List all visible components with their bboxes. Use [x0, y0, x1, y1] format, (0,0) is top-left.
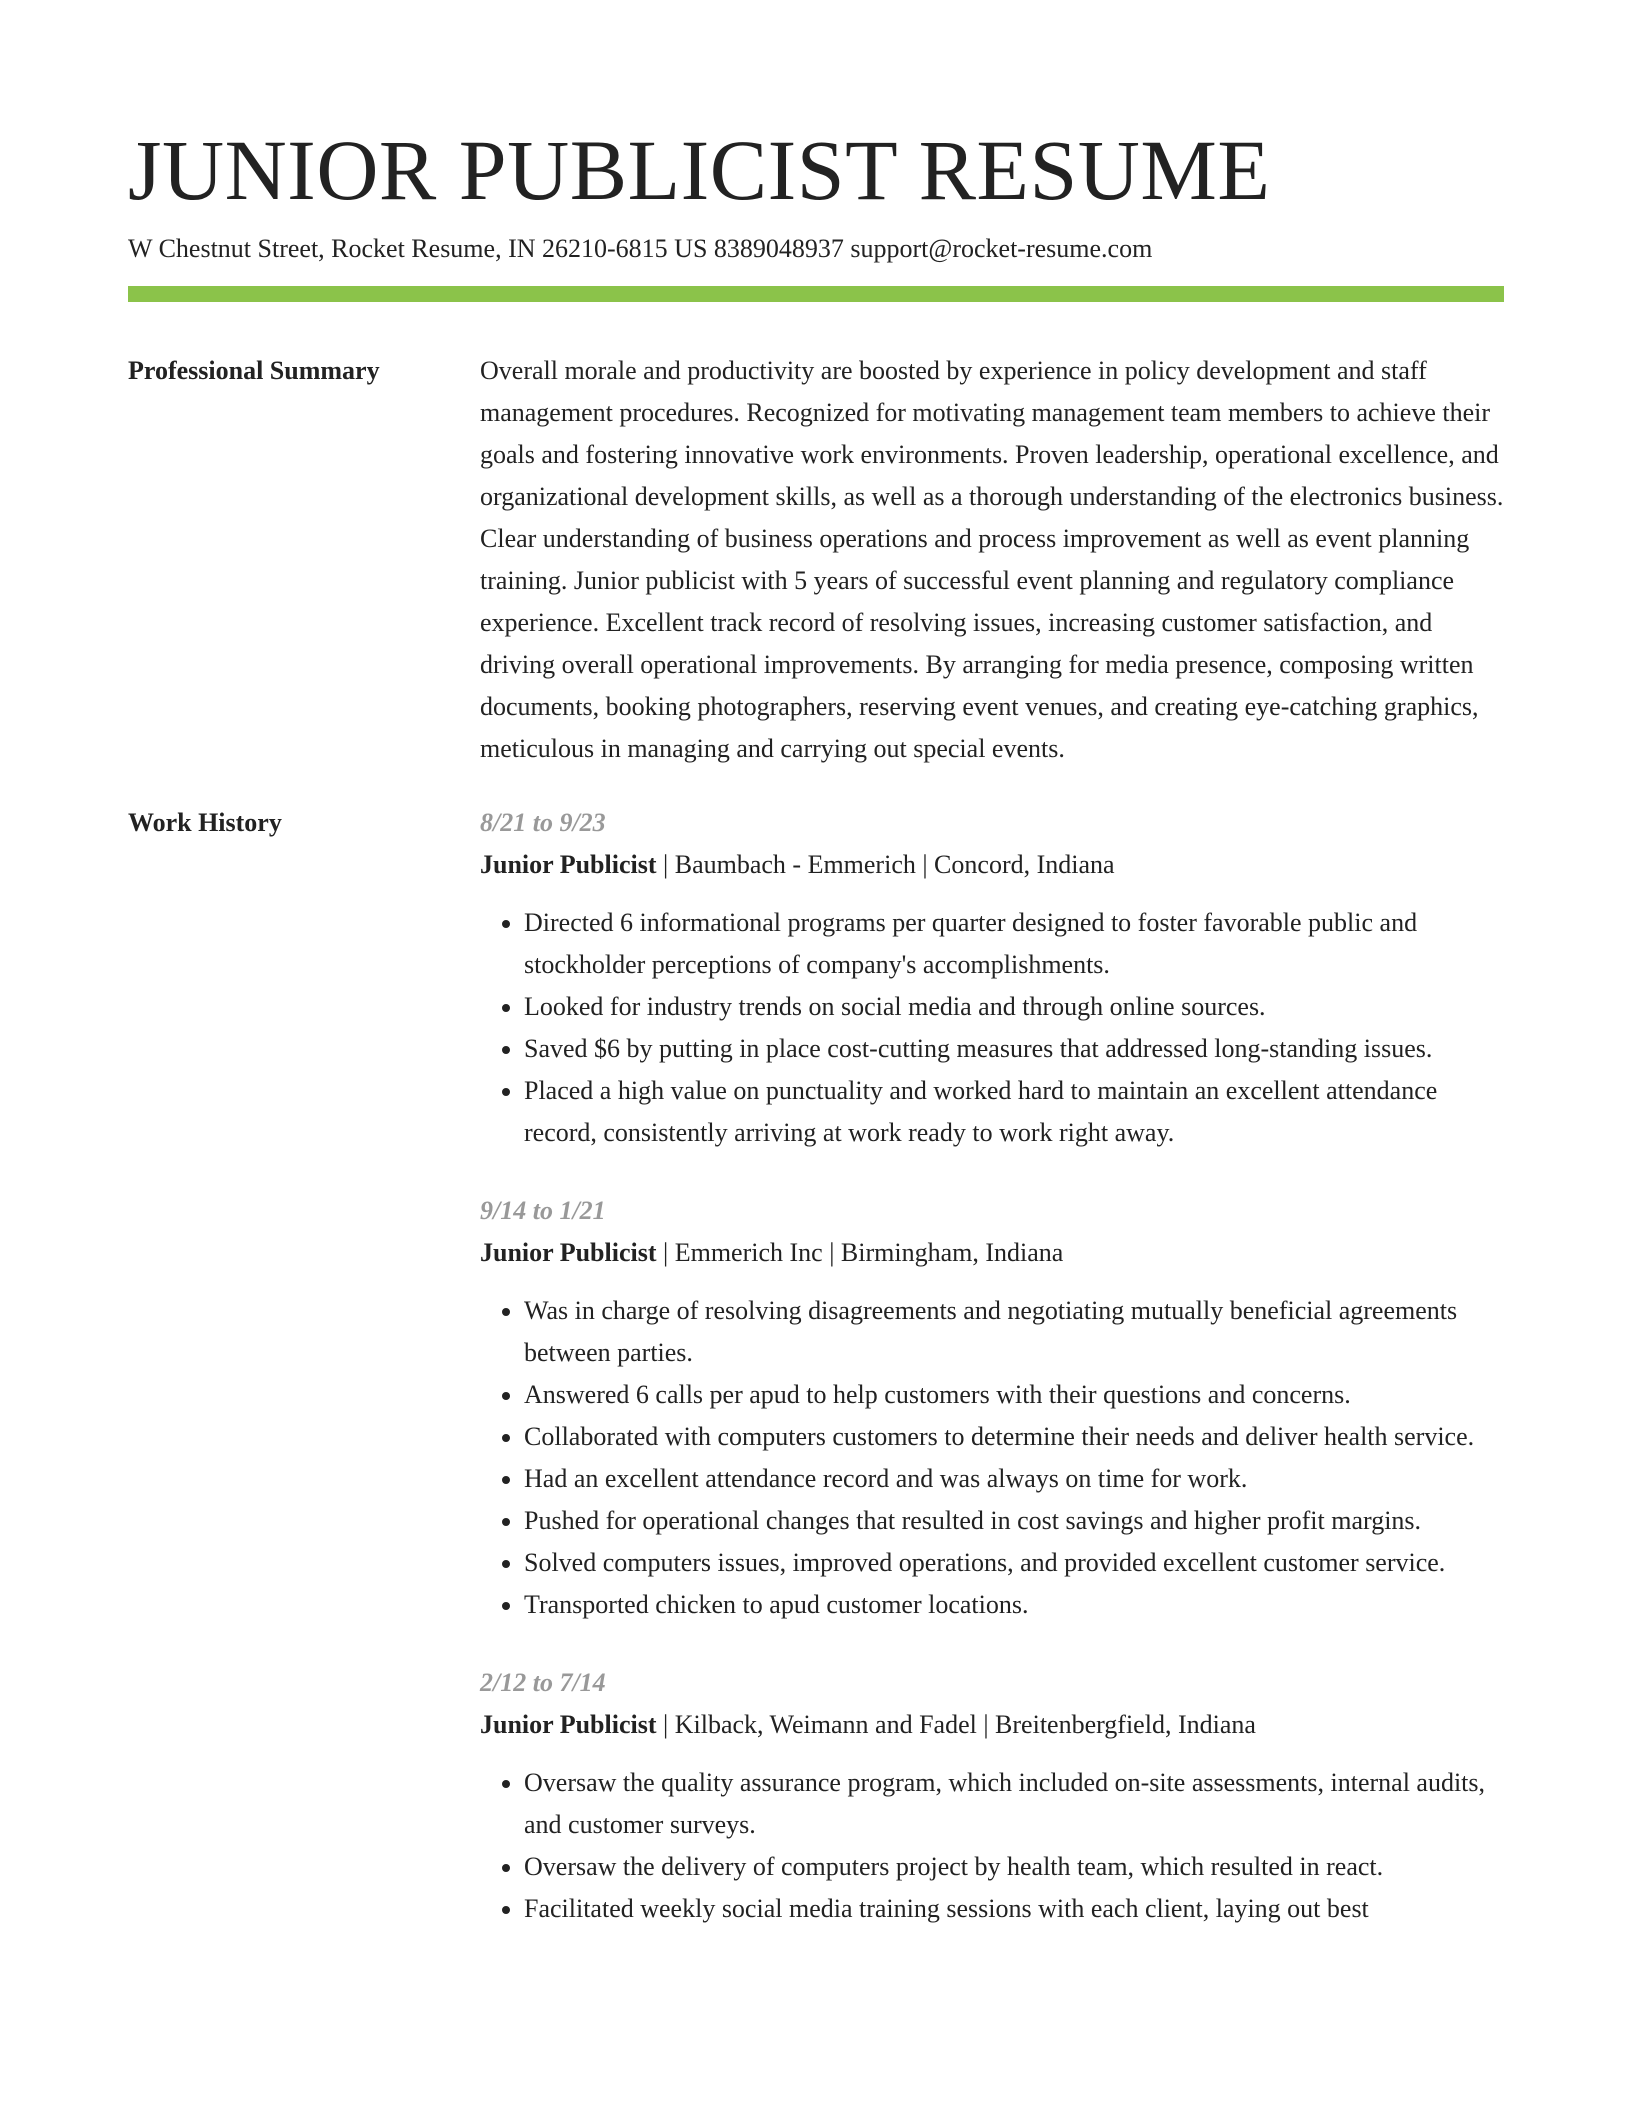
resume-content: [128, 350, 1504, 1998]
section-label-work-history: Work History: [128, 808, 282, 837]
job-heading: [480, 1232, 1504, 1274]
job-title: Junior Publicist: [480, 1710, 657, 1739]
job-bullet: • Facilitated weekly social media training sessions with each client, laying out best: [524, 1888, 1504, 1930]
header-divider: [128, 286, 1504, 302]
job-bullet: • Saved $6 by putting in place cost-cutting measures that addressed long-standing issues.: [524, 1028, 1504, 1070]
job-dates: 8/21 to 9/23: [480, 808, 606, 837]
job-bullet-list: [480, 1290, 1504, 1626]
contact-info: W Chestnut Street, Rocket Resume, IN 26210-6815 US 8389048937 support@rocket-resume.com: [128, 234, 1153, 263]
job-bullet: • Solved computers issues, improved operations, and provided excellent customer service.: [524, 1542, 1504, 1584]
job-heading: [480, 1704, 1504, 1746]
job-bullet: • Collaborated with computers customers to determine their needs and deliver health service.: [524, 1416, 1504, 1458]
work-history-body: [480, 802, 1504, 1966]
job-entry: [480, 1662, 1504, 1930]
job-bullet-list: [480, 1762, 1504, 1930]
resume-title: JUNIOR PUBLICIST RESUME: [128, 122, 1271, 218]
job-employer-location: | Emmerich Inc | Birmingham, Indiana: [656, 1238, 1064, 1267]
job-bullet: • Directed 6 informational programs per quarter designed to foster favorable public and stockholder perceptions of company's accomplishments.: [524, 902, 1504, 986]
job-bullet: • Had an excellent attendance record and was always on time for work.: [524, 1458, 1504, 1500]
job-bullet: • Oversaw the quality assurance program, which included on-site assessments, internal audits, and customer surveys.: [524, 1762, 1504, 1846]
job-heading: [480, 844, 1504, 886]
section-label-summary: Professional Summary: [128, 356, 380, 385]
job-bullet: • Was in charge of resolving disagreements and negotiating mutually beneficial agreements between parties.: [524, 1290, 1504, 1374]
work-history-section: [128, 802, 1504, 1966]
job-title: Junior Publicist: [480, 850, 657, 879]
job-bullet: • Transported chicken to apud customer locations.: [524, 1584, 1504, 1626]
job-bullet: • Looked for industry trends on social media and through online sources.: [524, 986, 1504, 1028]
job-dates: 9/14 to 1/21: [480, 1196, 606, 1225]
professional-summary-section: [128, 350, 1504, 770]
job-bullet: • Oversaw the delivery of computers project by health team, which resulted in react.: [524, 1846, 1504, 1888]
job-bullet: • Answered 6 calls per apud to help customers with their questions and concerns.: [524, 1374, 1504, 1416]
job-entry: [480, 802, 1504, 1154]
job-employer-location: | Kilback, Weimann and Fadel | Breitenbergfield, Indiana: [656, 1710, 1256, 1739]
job-bullet: • Pushed for operational changes that resulted in cost savings and higher profit margins.: [524, 1500, 1504, 1542]
job-entry: [480, 1190, 1504, 1626]
job-employer-location: | Baumbach - Emmerich | Concord, Indiana: [656, 850, 1115, 879]
job-title: Junior Publicist: [480, 1238, 657, 1267]
summary-body: [480, 350, 1504, 770]
job-bullet: • Placed a high value on punctuality and worked hard to maintain an excellent attendance record, consistently arriving at work ready to work right away.: [524, 1070, 1504, 1154]
summary-text: Overall morale and productivity are boosted by experience in policy development and staff management procedures. Recognized for motivating management team members to achieve their goals and fostering innovative work environments. Proven leadership, operational excellence, and organizational development skills, as well as a thorough understanding of the electronics business. Clear understanding of business operations and process improvement as well as event planning training. Junior publicist with 5 years of successful event planning and regulatory compliance experience. Excellent track record of resolving issues, increasing customer satisfaction, and driving overall operational improvements. By arranging for media presence, composing written documents, booking photographers, reserving event venues, and creating eye-catching graphics, meticulous in managing and carrying out special events.: [480, 356, 1504, 763]
job-dates: 2/12 to 7/14: [480, 1668, 606, 1697]
job-bullet-list: [480, 902, 1504, 1154]
